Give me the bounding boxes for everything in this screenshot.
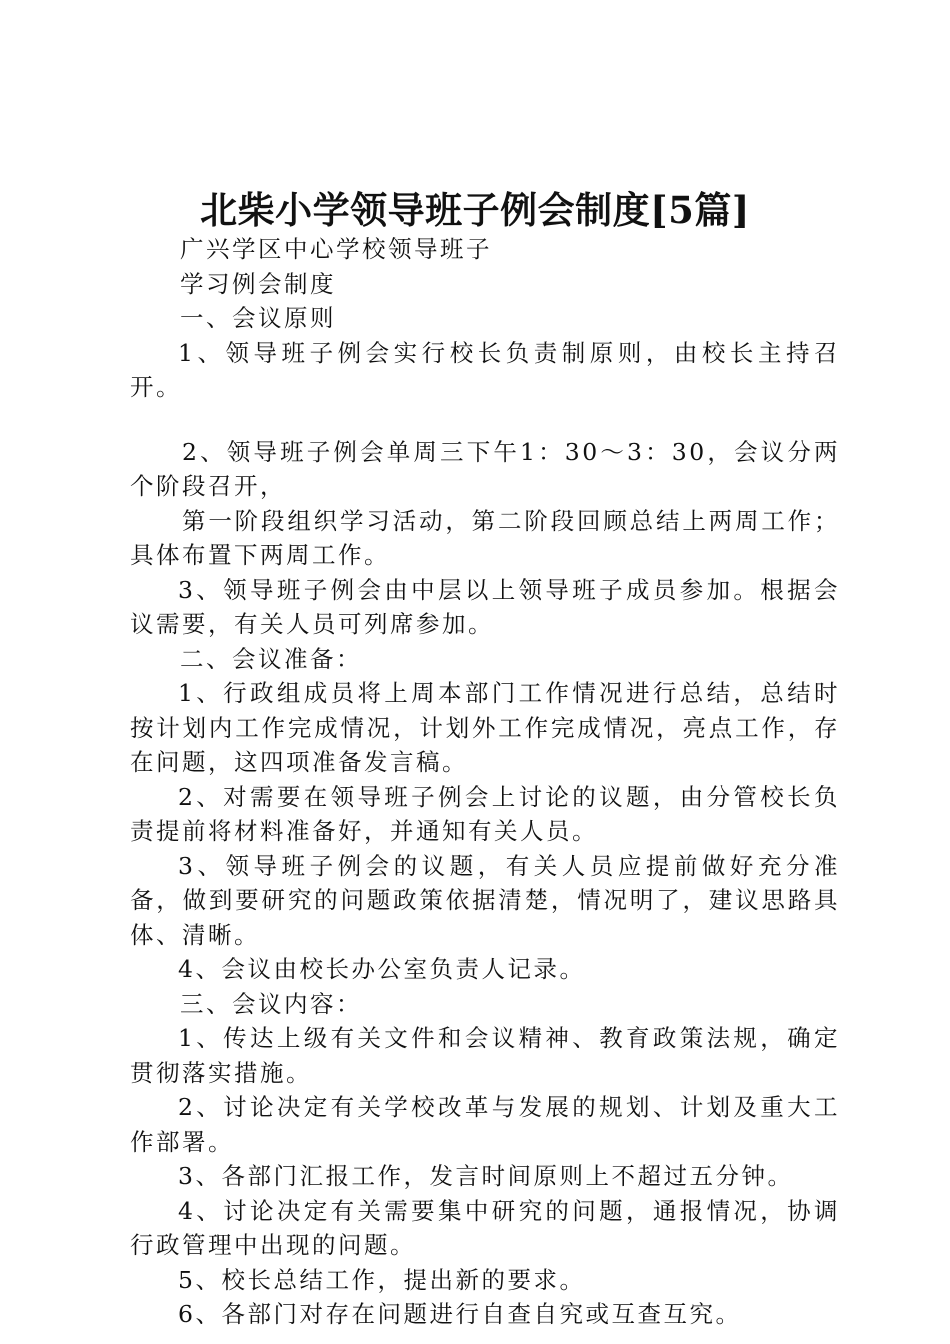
section-heading-preparation: 二、会议准备：: [180, 644, 362, 673]
paragraph-preparation-3: 3、领导班子例会的议题，有关人员应提前做好充分准备，做到要研究的问题政策依据清楚，情况明了，建议思路具体、清晰。: [130, 851, 840, 949]
paragraph-school-name: 广兴学区中心学校领导班子: [180, 235, 492, 263]
document-body: [130, 232, 840, 1332]
paragraph-content-2: 2、讨论决定有关学校改革与发展的规划、计划及重大工作部署。: [130, 1093, 840, 1156]
paragraph-subtitle: 学习例会制度: [180, 269, 336, 298]
paragraph-content-1: 1、传达上级有关文件和会议精神、教育政策法规，确定贯彻落实措施。: [130, 1024, 840, 1087]
paragraph-preparation-4: 4、会议由校长办公室负责人记录。: [178, 955, 586, 983]
paragraph-principle-3: 3、领导班子例会由中层以上领导班子成员参加。根据会议需要，有关人员可列席参加。: [130, 575, 840, 638]
paragraph-content-3: 3、各部门汇报工作，发言时间原则上不超过五分钟。: [178, 1162, 794, 1190]
paragraph-content-4: 4、讨论决定有关需要集中研究的问题，通报情况，协调行政管理中出现的问题。: [130, 1196, 840, 1259]
paragraph-content-6: 6、各部门对存在问题进行自查自究或互查互究。: [178, 1300, 742, 1328]
section-heading-principles: 一、会议原则: [180, 304, 336, 332]
paragraph-content-5: 5、校长总结工作，提出新的要求。: [178, 1265, 586, 1294]
paragraph-preparation-1: 1、行政组成员将上周本部门工作情况进行总结，总结时按计划内工作完成情况，计划外工作完成情况，亮点工作，存在问题，这四项准备发言稿。: [130, 679, 840, 776]
paragraph-principle-2: 2、领导班子例会单周三下午1：30～3：30，会议分两个阶段召开，: [130, 437, 840, 500]
section-heading-content: 三、会议内容：: [180, 989, 362, 1018]
paragraph-preparation-2: 2、对需要在领导班子例会上讨论的议题，由分管校长负责提前将材料准备好，并通知有关人员。: [130, 782, 840, 845]
paragraph-principle-1: 1、领导班子例会实行校长负责制原则，由校长主持召开。: [130, 338, 840, 401]
paragraph-principle-2-detail: 第一阶段组织学习活动，第二阶段回顾总结上两周工作；具体布置下两周工作。: [130, 506, 840, 569]
document-title: 北柴小学领导班子例会制度[5篇]: [200, 188, 750, 232]
